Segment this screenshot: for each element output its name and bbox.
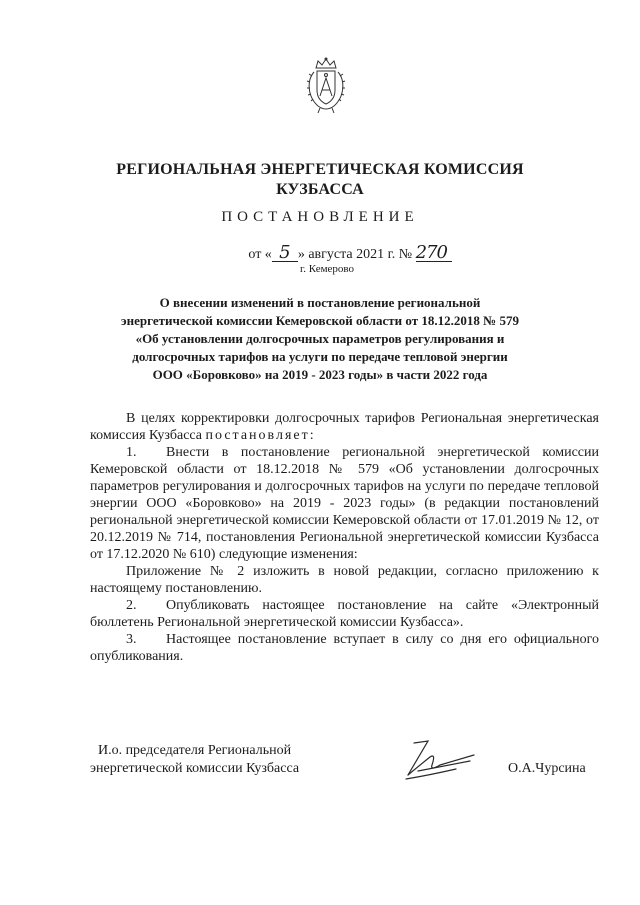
subject-line-4: долгосрочных тарифов на услуги по передаче тепловой энергии [132,349,508,364]
item-1-text: Внести в постановление региональной энергетической комиссии Кемеровской области от 18.12.2018 № 579 «Об установлении долгосрочных параметров регулирования и долгосрочных тарифов на услуги по передаче тепловой энергии ООО «Боровково» на 2019 - 2023 годы» (в редакции постановлений региональной энергетической комиссии Кемеровской области от 17.01.2019 № 12, от 20.12.2019 № 714, постановления Региональной энергетической комиссии Кузбасса от 17.12.2020 № 610) следующие изменения: [90,445,599,562]
city: г. Кемерово [300,263,355,275]
position-line-2: энергетической комиссии Кузбасса [90,761,300,776]
item-1-number: 1. [126,445,137,460]
document-body [90,410,599,665]
position-line-1: И.о. председателя Региональной [97,743,292,758]
document-number: 270 [416,245,452,262]
item-3-text: Настоящее постановление вступает в силу со дня его официального опубликования. [90,632,599,664]
intro-paragraph [90,410,599,444]
subject-line-3: «Об установлении долгосрочных параметров регулирования и [135,331,505,346]
document-type: ПОСТАНОВЛЕНИЕ [221,209,419,225]
document-subject [70,294,570,384]
date-month-year: » августа 2021 г. № [297,247,413,262]
signatory-name: О.А.Чурсина [508,761,586,776]
date-prefix: от « [248,247,272,262]
item-2-number: 2. [126,598,137,613]
organization-title [60,160,580,200]
item-3 [90,631,599,665]
subject-line-5: ООО «Боровково» на 2019 - 2023 годы» в части 2022 года [152,367,488,382]
item-1 [90,444,599,563]
kuzbass-coat-of-arms-icon [302,56,350,114]
handwritten-signature-icon [400,735,482,783]
resolves-word: постановляет: [205,428,316,443]
org-title-line-1: РЕГИОНАЛЬНАЯ ЭНЕРГЕТИЧЕСКАЯ КОМИССИЯ [116,161,524,178]
subject-line-2: энергетической комиссии Кемеровской области от 18.12.2018 № 579 [121,313,519,328]
item-2-text: Опубликовать настоящее постановление на сайте «Электронный бюллетень Региональной энергетической комиссии Кузбасса». [90,598,599,630]
subject-line-1: О внесении изменений в постановление региональной [159,295,481,310]
item-1-subparagraph: Приложение № 2 изложить в новой редакции, согласно приложению к настоящему постановлению. [90,564,599,596]
intro-text: В целях корректировки долгосрочных тарифов Региональная энергетическая комиссия Кузбасса [90,411,599,443]
date-number-line [200,242,500,263]
item-3-number: 3. [126,632,137,647]
org-title-line-2: КУЗБАССА [276,181,364,198]
item-2 [90,597,599,631]
date-day: 5 [272,245,298,262]
signatory-position [90,742,299,778]
